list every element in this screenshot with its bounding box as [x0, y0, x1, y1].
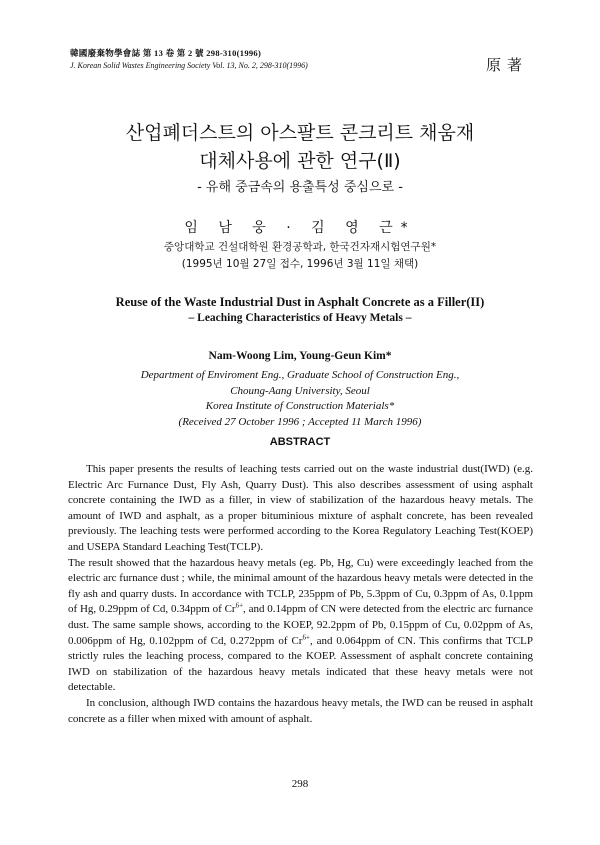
- abstract-paragraph-2: [68, 556, 533, 696]
- korean-title-line2: 대체사용에 관한 연구(Ⅱ): [199, 150, 401, 172]
- journal-english-line: J. Korean Solid Wastes Engineering Society Vol. 13, No. 2, 298-310(1996): [70, 61, 308, 70]
- abstract-heading: ABSTRACT: [269, 436, 331, 448]
- affiliation-line2: Choung-Aang University, Seoul: [230, 384, 370, 397]
- english-affiliation: [0, 368, 600, 430]
- chromium-superscript-1: 6+: [235, 601, 244, 610]
- korean-authors: 임 남 웅 · 김 영 근*: [184, 220, 416, 236]
- korean-title-line1: 산업폐더스트의 아스팔트 콘크리트 채움재: [125, 122, 475, 144]
- korean-affiliation: 중앙대학교 건설대학원 환경공학과, 한국건자재시험연구원*: [163, 241, 437, 253]
- affiliation-line1: Department of Enviroment Eng., Graduate School of Construction Eng.,: [140, 369, 460, 381]
- korean-subtitle: - 유해 중금속의 용출특성 중심으로 -: [197, 180, 403, 195]
- english-authors: Nam-Woong Lim, Young-Geun Kim*: [208, 350, 392, 362]
- abstract-p2-part-b: , and 0.14ppm of CN were detected from the electric arc furnance dust. The same sample shows, according to the KOEP, 92.2ppm of Pb, 0.15ppm of Cu, 0.02ppm of As, 0.006ppm of Hg, 0.102ppm of Cd, 0.272ppm of Cr: [68, 603, 533, 647]
- abstract-p2-part-c: , and 0.064ppm of CN. This confirms that TCLP strictly rules the leaching process, compared to the KOEP. Assessment of asphalt concrete containing IWD on stabilization of the hazardous heavy metals indicated that these heavy metals were not detectable.: [68, 634, 533, 694]
- english-subtitle: – Leaching Characteristics of Heavy Metals –: [188, 312, 412, 324]
- abstract-paragraph-1: This paper presents the results of leaching tests carried out on the waste industrial dust(IWD) (e.g. Electric Arc Furnance Dust, Fly Ash, Quarry Dust). This also describes assessment of using asphalt concrete containing the IWD as a filler, in view of stabilization of the hazardous heavy metals. The amount of IWD and asphalt, as a proper bituminious mixture of asphalt concrete, has been revealed previously. The leaching tests were performed according to the Korea Regulatory Leaching Test(KOEP) and USEPA Standard Leaching Test(TCLP).: [68, 463, 533, 553]
- chromium-superscript-2: 6+: [302, 632, 310, 641]
- abstract-body: [68, 462, 533, 727]
- abstract-p2-part-a: The result showed that the hazardous heavy metals (eg. Pb, Hg, Cu) were exceedingly leached from the electric arc furnance dust ; while, the minimal amount of the hazardous heavy metals were detected in the fly ash and quarry dusts. In accordance with TCLP, 235ppm of Pb, 5.3ppm of Cu, 0.3ppm of As, 0.1ppm of Hg, 0.29ppm of Cd, 0.34ppm of Cr: [68, 556, 533, 616]
- journal-korean-line: 韓國廢棄物學會誌 第 13 卷 第 2 號 298-310(1996): [70, 48, 262, 58]
- abstract-paragraph-3: In conclusion, although IWD contains the hazardous heavy metals, the IWD can be reused in asphalt concrete as a filler when mixed with amount of asphalt.: [68, 696, 533, 725]
- section-label: 原著: [486, 56, 529, 74]
- page-number: 298: [291, 778, 309, 790]
- english-title: Reuse of the Waste Industrial Dust in Asphalt Concrete as a Filler(II): [115, 295, 485, 309]
- affiliation-line3: Korea Institute of Construction Materials*: [205, 400, 395, 412]
- english-dates: (Received 27 October 1996 ; Accepted 11 March 1996): [178, 415, 422, 428]
- korean-dates: (1995년 10월 27일 접수, 1996년 3월 11일 채택): [181, 258, 419, 270]
